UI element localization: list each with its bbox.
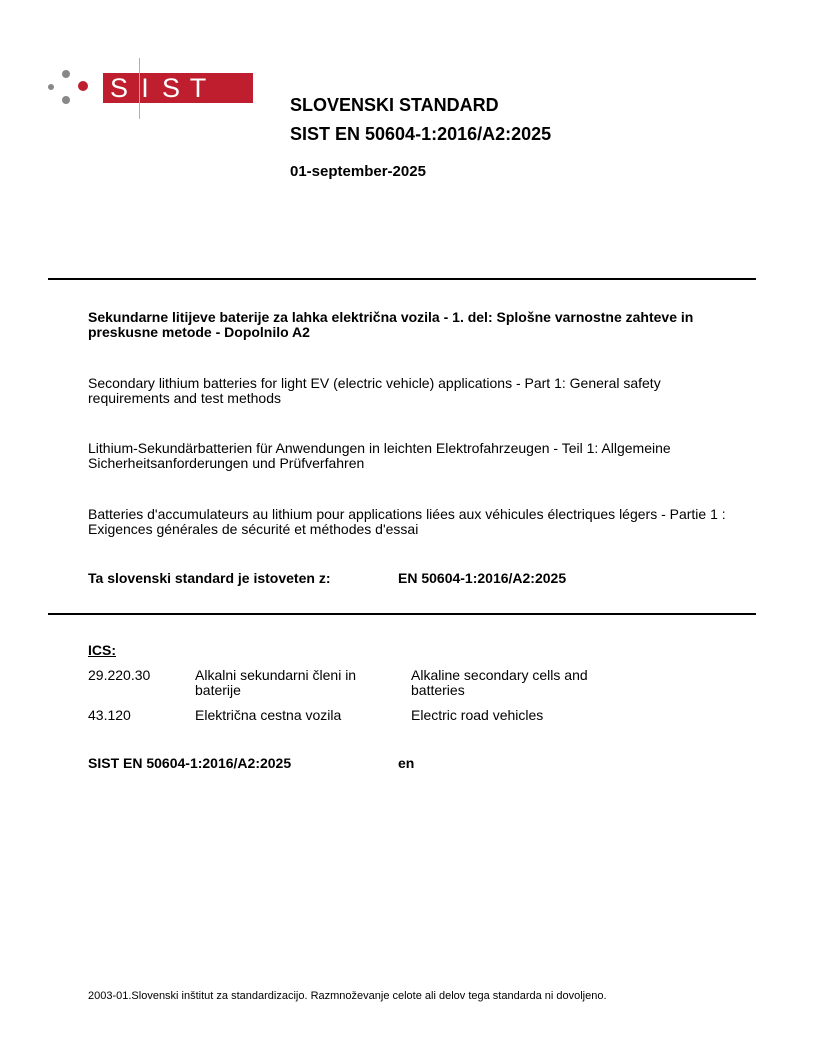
ics-code: 43.120 (88, 707, 131, 723)
ics-row (0, 668, 816, 700)
summary-language: en (398, 755, 415, 771)
publication-date: 01-september-2025 (290, 163, 426, 180)
copyright-footer: 2003-01.Slovenski inštitut za standardizacijo. Razmnoževanje celote ali delov tega standarda ni dovoljeno. (88, 990, 607, 1002)
divider (48, 613, 756, 615)
logo-dot (62, 70, 70, 78)
divider (48, 278, 756, 280)
logo-dot (78, 81, 88, 91)
title-english: Secondary lithium batteries for light EV (electric vehicle) applications - Part 1: General safety requirements and test methods (88, 375, 661, 406)
title-french: Batteries d'accumulateurs au lithium pour applications liées aux véhicules électriques légers - Partie 1 : Exigences générales de sécurité et méthodes d'essai (88, 506, 726, 537)
ics-slovenian: Električna cestna vozila (195, 707, 342, 723)
identity-value: EN 50604-1:2016/A2:2025 (398, 570, 567, 586)
title-german: Lithium-Sekundärbatterien für Anwendungen in leichten Elektrofahrzeugen - Teil 1: Allgemeine Sicherheitsanforderungen und Prüfverfahren (88, 440, 671, 471)
sist-logo (48, 58, 208, 120)
logo-dot (62, 96, 70, 104)
logo-dot (48, 84, 54, 90)
title-slovenian: Sekundarne litijeve baterije za lahka električna vozila - 1. del: Splošne varnostne zahteve in preskusne metode - Dopolnilo A2 (88, 309, 694, 340)
standard-code: SIST EN 50604-1:2016/A2:2025 (290, 124, 552, 144)
ics-english: Alkaline secondary cells and batteries (411, 667, 588, 698)
ics-code: 29.220.30 (88, 667, 151, 683)
ics-english: Electric road vehicles (411, 707, 544, 723)
identity-label: Ta slovenski standard je istoveten z: (88, 570, 331, 586)
summary-code: SIST EN 50604-1:2016/A2:2025 (88, 755, 292, 771)
ics-row (0, 708, 816, 724)
ics-heading: ICS: (88, 642, 116, 658)
standard-kind: SLOVENSKI STANDARD (290, 95, 499, 115)
ics-slovenian: Alkalni sekundarni členi in baterije (195, 667, 357, 698)
logo-divider (139, 58, 140, 119)
logo-wordmark: S I S T (103, 73, 253, 103)
